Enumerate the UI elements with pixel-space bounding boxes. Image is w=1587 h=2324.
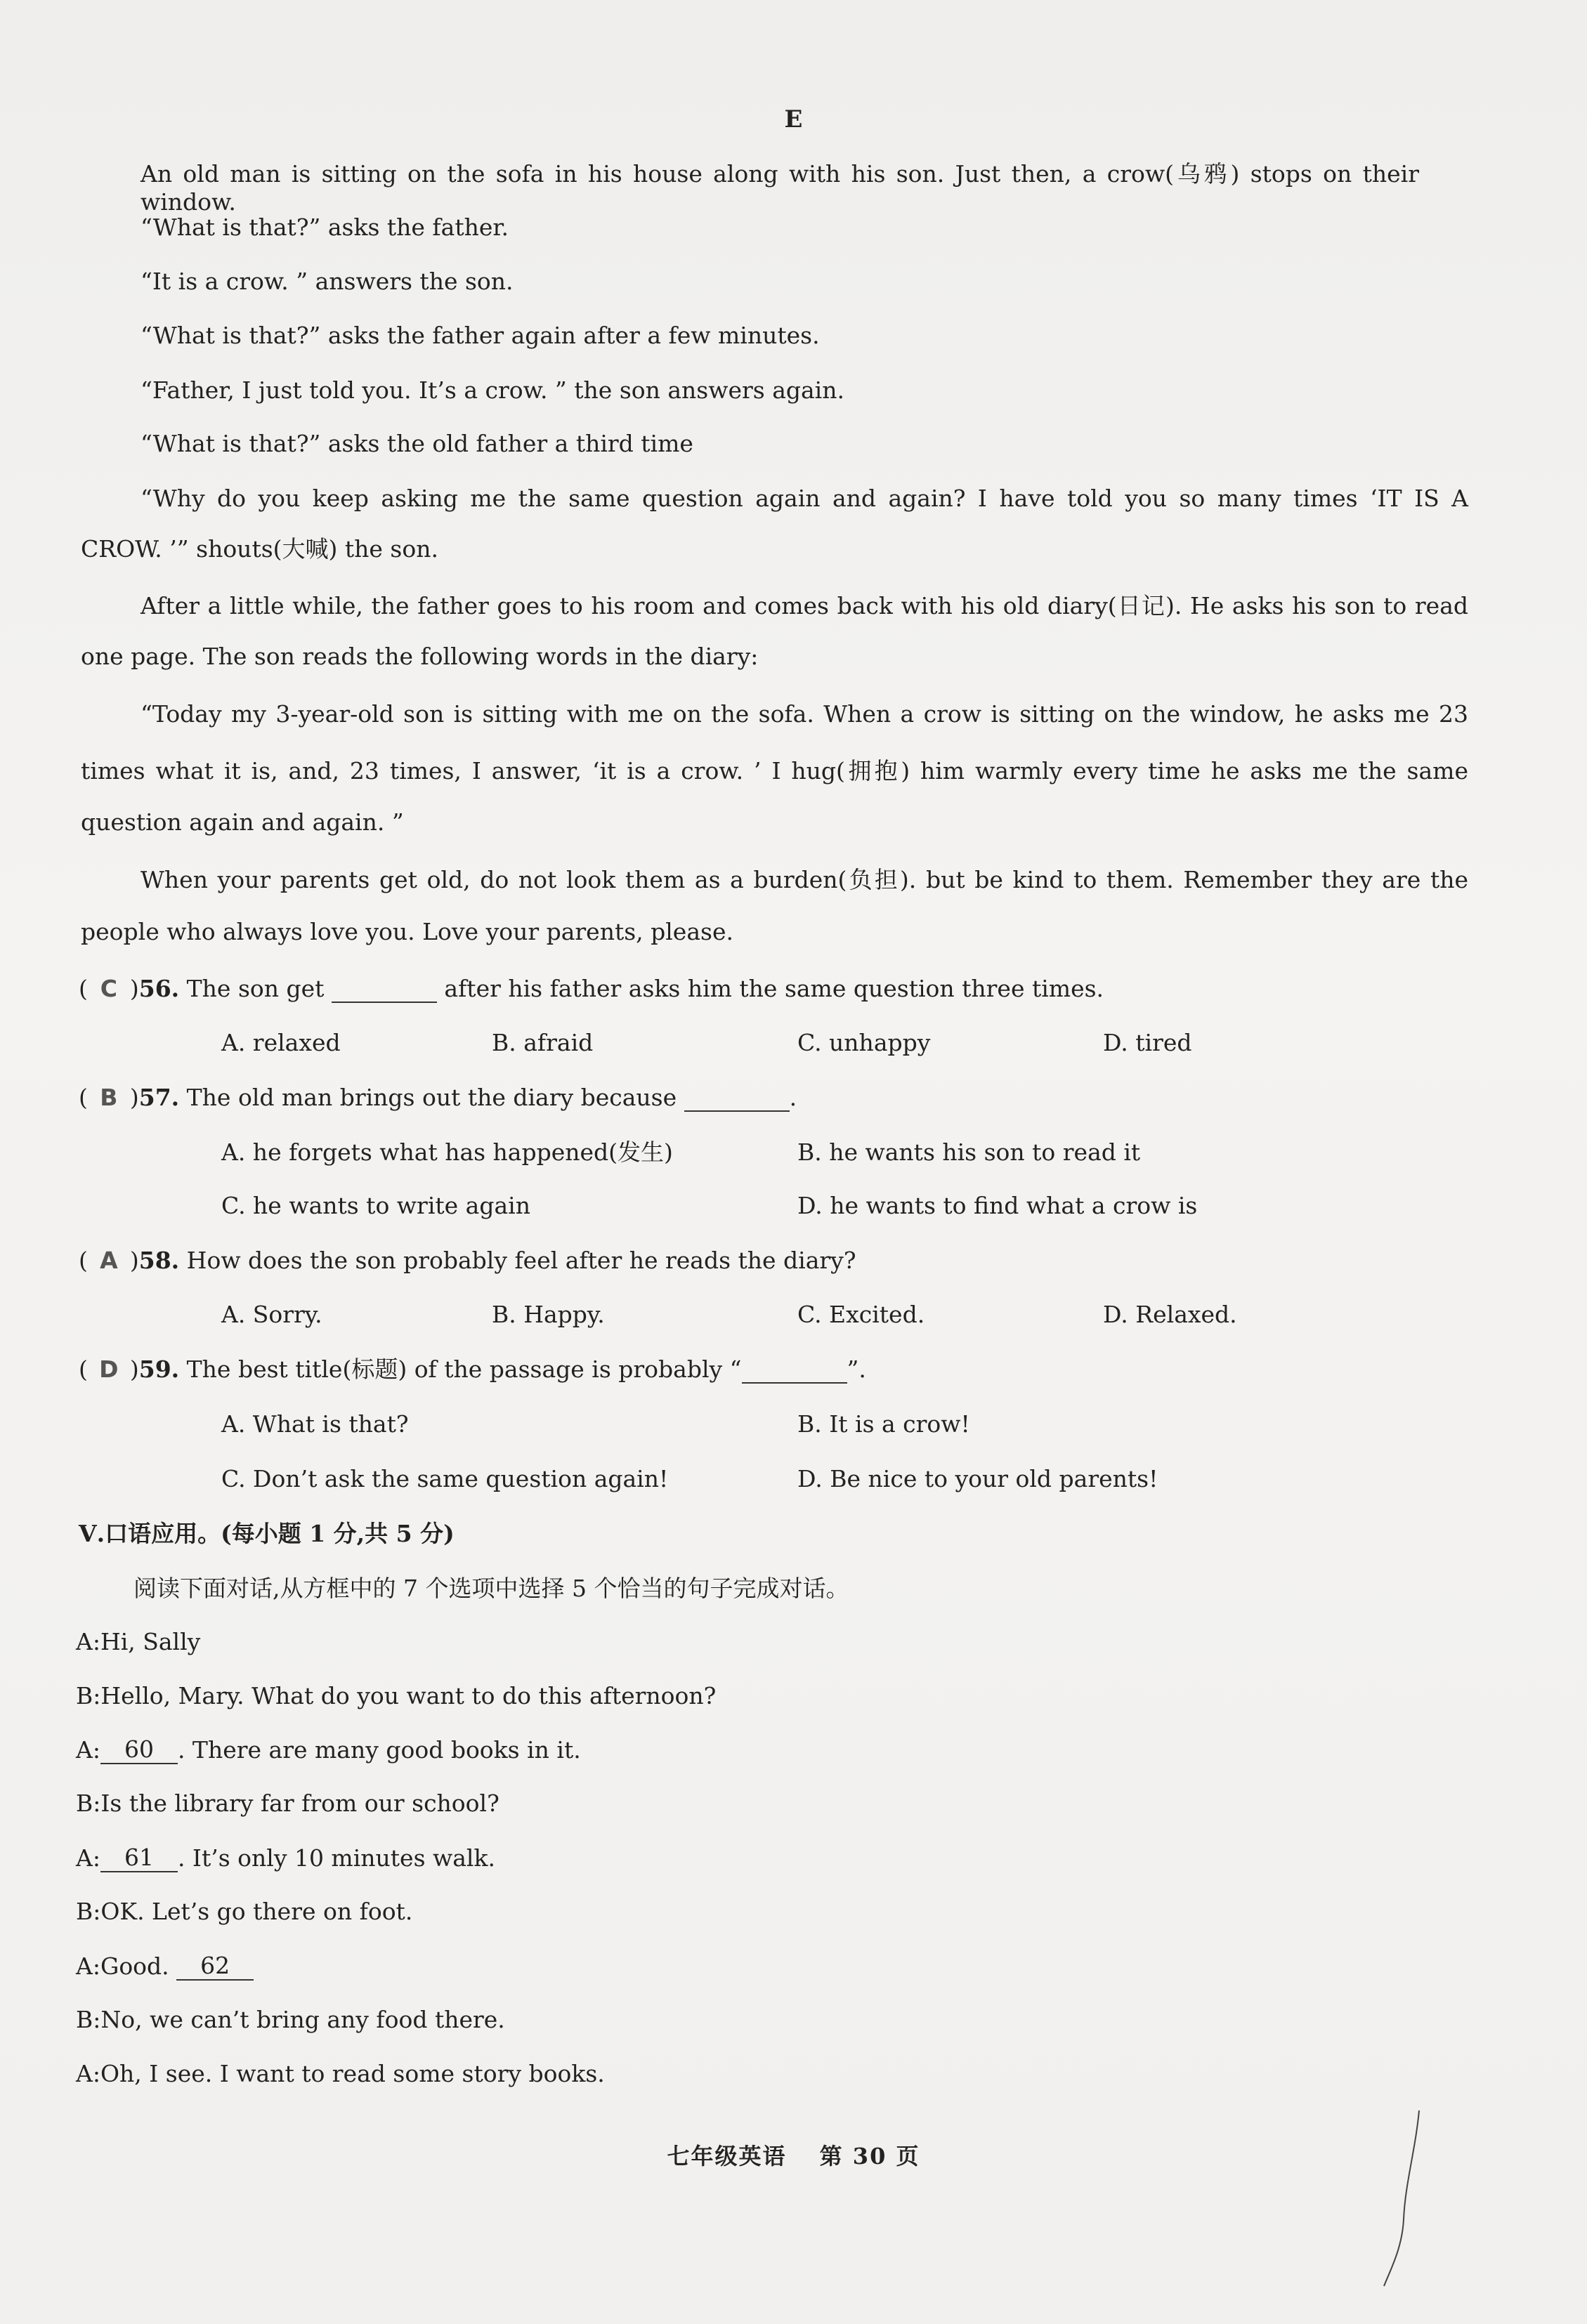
passage-line: people who always love you. Love your parents, please. (81, 918, 733, 945)
section-heading: Ⅴ.口语应用。(每小题 1 分,共 5 分) (79, 1520, 455, 1547)
question-stem: after his father asks him the same question three times. (444, 975, 1104, 1002)
question-number: 56. (138, 975, 180, 1002)
option: A. Sorry. (221, 1301, 322, 1328)
question-56: ( C )56. The son get after his father asks him the same question three times. (79, 975, 1104, 1002)
speaker: A: (76, 2060, 100, 2087)
question-stem: The best title(标题) of the passage is probably “ (186, 1355, 742, 1383)
option: D. tired (1103, 1029, 1192, 1056)
speaker: B: (76, 2006, 101, 2033)
passage-line: “What is that?” asks the old father a third time (141, 430, 693, 457)
question-stem: How does the son probably feel after he reads the diary? (186, 1247, 856, 1274)
question-stem: The old man brings out the diary because (186, 1084, 677, 1111)
option: C. unhappy (797, 1029, 931, 1056)
option: B. he wants his son to read it (797, 1138, 1141, 1166)
page-footer: 七年级英语 第 30 页 (667, 2143, 920, 2169)
dialogue-line: B:OK. Let’s go there on foot. (76, 1898, 413, 1925)
passage-line: “It is a crow. ” answers the son. (141, 268, 514, 295)
dialogue-line: A:Hi, Sally (76, 1628, 201, 1655)
answer-blank (684, 1085, 790, 1112)
question-57: ( B )57. The old man brings out the diary because . (79, 1084, 797, 1111)
option: A. What is that? (221, 1410, 409, 1438)
speaker: A: (76, 1628, 100, 1655)
speaker: B: (76, 1682, 101, 1709)
passage-line: CROW. ’” shouts(大喊) the son. (81, 535, 438, 563)
answer-mark: A (100, 1247, 118, 1274)
option: B. afraid (492, 1029, 594, 1056)
passage-line: “Why do you keep asking me the same question again and again? I have told you so many times ‘IT IS A (141, 485, 1468, 512)
answer-blank (332, 976, 437, 1003)
dialogue-line: A:Oh, I see. I want to read some story books. (76, 2060, 605, 2087)
passage-line: “What is that?” asks the father again after a few minutes. (141, 322, 820, 349)
answer-blank-61: 61 (100, 1846, 178, 1872)
speaker: B: (76, 1898, 101, 1925)
passage-line: After a little while, the father goes to his room and comes back with his old diary(日记). He asks his son to read (141, 592, 1468, 619)
passage-line: An old man is sitting on the sofa in his house along with his son. Just then, a crow(乌鸦) stops on their window. (141, 160, 1419, 216)
dialogue-line: B:Is the library far from our school? (76, 1790, 499, 1817)
speaker: A: (76, 1844, 100, 1872)
answer-mark: D (99, 1355, 119, 1383)
speaker: B: (76, 1790, 101, 1817)
question-stem: . (789, 1084, 797, 1111)
dialogue-line: B:No, we can’t bring any food there. (76, 2006, 505, 2033)
passage-line: “Father, I just told you. It’s a crow. ” the son answers again. (141, 376, 844, 404)
option: C. he wants to write again (221, 1192, 530, 1219)
question-stem: ”. (847, 1355, 866, 1383)
option: D. Be nice to your old parents! (797, 1465, 1158, 1492)
question-number: 57. (138, 1084, 180, 1111)
option: C. Excited. (797, 1301, 925, 1328)
pen-scratch-mark (1377, 2107, 1433, 2290)
dialogue-line: A: 60 . There are many good books in it. (76, 1735, 581, 1764)
option: B. Happy. (492, 1301, 605, 1328)
passage-line: “What is that?” asks the father. (141, 214, 509, 241)
dialogue-line: A:Good. 62 (76, 1952, 254, 1981)
answer-mark: B (100, 1084, 118, 1111)
speaker: A: (76, 1952, 100, 1980)
speaker: A: (76, 1736, 100, 1764)
dialogue-line: A: 61 . It’s only 10 minutes walk. (76, 1844, 495, 1872)
option: C. Don’t ask the same question again! (221, 1465, 669, 1492)
option: A. he forgets what has happened(发生) (221, 1138, 673, 1166)
passage-line: When your parents get old, do not look them as a burden(负担). but be kind to them. Remember they are the (141, 866, 1468, 893)
passage-line: “Today my 3-year-old son is sitting with me on the sofa. When a crow is sitting on the window, he asks me 23 (141, 700, 1468, 728)
answer-blank-60: 60 (100, 1738, 178, 1764)
option: B. It is a crow! (797, 1410, 970, 1438)
passage-line: times what it is, and, 23 times, I answer, ‘it is a crow. ’ I hug(拥抱) him warmly every time he asks me the same (81, 757, 1468, 784)
section-letter: E (784, 105, 803, 133)
question-stem: The son get (186, 975, 325, 1002)
answer-blank-62: 62 (176, 1954, 254, 1981)
option: D. he wants to find what a crow is (797, 1192, 1198, 1219)
answer-mark: C (100, 975, 117, 1002)
answer-blank (742, 1357, 847, 1384)
question-number: 59. (138, 1355, 180, 1383)
passage-line: one page. The son reads the following words in the diary: (81, 643, 759, 670)
question-number: 58. (138, 1247, 180, 1274)
option: A. relaxed (221, 1029, 341, 1056)
question-59: ( D )59. The best title(标题) of the passage is probably “ ”. (79, 1355, 866, 1383)
passage-line: question again and again. ” (81, 808, 404, 836)
question-58: ( A )58. How does the son probably feel after he reads the diary? (79, 1247, 856, 1274)
dialogue-line: B:Hello, Mary. What do you want to do this afternoon? (76, 1682, 717, 1709)
option: D. Relaxed. (1103, 1301, 1237, 1328)
section-instruction: 阅读下面对话,从方框中的 7 个选项中选择 5 个恰当的句子完成对话。 (133, 1575, 849, 1602)
